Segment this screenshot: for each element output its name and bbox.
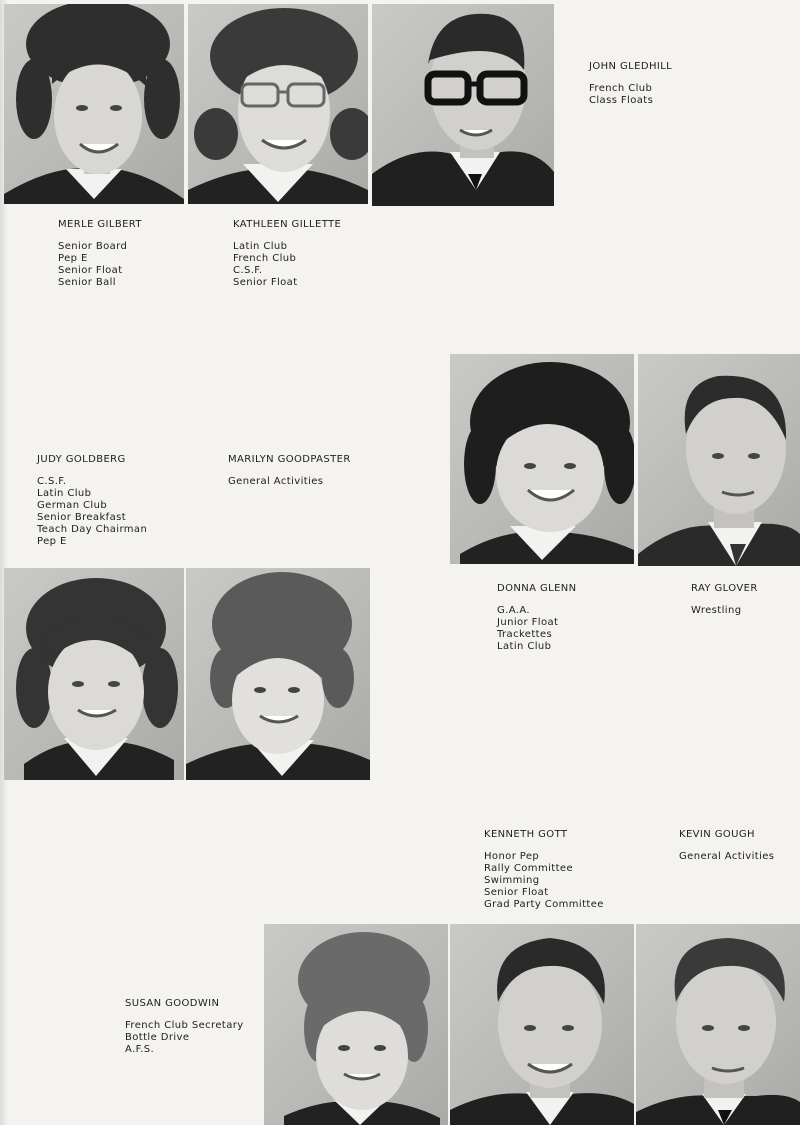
portrait-photo-ray-glover [638,354,800,566]
activity-item: Pep E [58,253,88,264]
portrait-photo-kenneth-gott [450,924,634,1125]
portrait-photo-merle-gilbert [4,4,184,204]
student-name: RAY GLOVER [691,583,758,594]
activity-list [497,605,577,653]
activity-item: Wrestling [691,605,742,616]
activity-item: Senior Float [233,277,298,288]
activity-list [37,476,147,548]
activity-item: C.S.F. [37,476,67,487]
activity-list [679,851,774,863]
student-entry-judy-goldberg [37,454,147,548]
activity-item: Senior Float [484,887,549,898]
student-entry-john-gledhill [589,61,672,107]
activity-item: Latin Club [497,641,552,652]
activity-item: General Activities [228,476,324,487]
activity-list [233,241,341,289]
activity-item: Junior Float [497,617,559,628]
activity-item: Senior Float [58,265,123,276]
student-name: KATHLEEN GILLETTE [233,219,342,230]
student-entry-donna-glenn [497,583,577,653]
activity-list [691,605,758,617]
activity-item: Senior Ball [58,277,116,288]
portrait-photo-susan-goodwin [264,924,448,1125]
activity-item: German Club [37,500,108,511]
portrait-photo-judy-goldberg [4,568,184,780]
portrait-photo-kathleen-gillette [188,4,368,204]
activity-item: Swimming [484,875,540,886]
portrait-photo-donna-glenn [450,354,634,564]
activity-item: Grad Party Committee [484,899,604,910]
student-entry-marilyn-goodpaster [228,454,351,488]
student-entry-kevin-gough [679,829,774,863]
activity-item: French Club Secretary [125,1020,244,1031]
activity-item: Rally Committee [484,863,574,874]
student-name: SUSAN GOODWIN [125,998,220,1009]
student-entry-susan-goodwin [125,998,244,1056]
activity-item: A.F.S. [125,1044,155,1055]
portrait-photo-marilyn-goodpaster [186,568,370,780]
activity-item: Class Floats [589,95,654,106]
activity-item: Senior Breakfast [37,512,127,523]
activity-item: Pep E [37,536,67,547]
student-entry-ray-glover [691,583,758,617]
student-name: DONNA GLENN [497,583,577,594]
activity-list [589,83,672,107]
activity-item: General Activities [679,851,775,862]
activity-item: Bottle Drive [125,1032,190,1043]
activity-item: G.A.A. [497,605,531,616]
activity-list [484,851,604,911]
activity-item: Senior Board [58,241,128,252]
activity-item: Teach Day Chairman [37,524,148,535]
activity-item: French Club [233,253,297,264]
activity-list [125,1020,244,1056]
activity-list [58,241,142,289]
activity-item: Honor Pep [484,851,540,862]
activity-item: Latin Club [233,241,288,252]
student-name: MERLE GILBERT [58,219,142,230]
activity-item: Latin Club [37,488,92,499]
student-name: JUDY GOLDBERG [37,454,126,465]
activity-list [228,476,351,488]
student-entry-kenneth-gott [484,829,604,911]
student-entry-kathleen-gillette [233,219,341,289]
activity-item: C.S.F. [233,265,263,276]
portrait-photo-john-gledhill [372,4,554,206]
student-name: KEVIN GOUGH [679,829,755,840]
student-name: MARILYN GOODPASTER [228,454,351,465]
student-name: KENNETH GOTT [484,829,568,840]
student-entry-merle-gilbert [58,219,142,289]
student-name: JOHN GLEDHILL [589,61,673,72]
activity-item: French Club [589,83,653,94]
activity-item: Trackettes [497,629,553,640]
portrait-photo-kevin-gough [636,924,800,1125]
